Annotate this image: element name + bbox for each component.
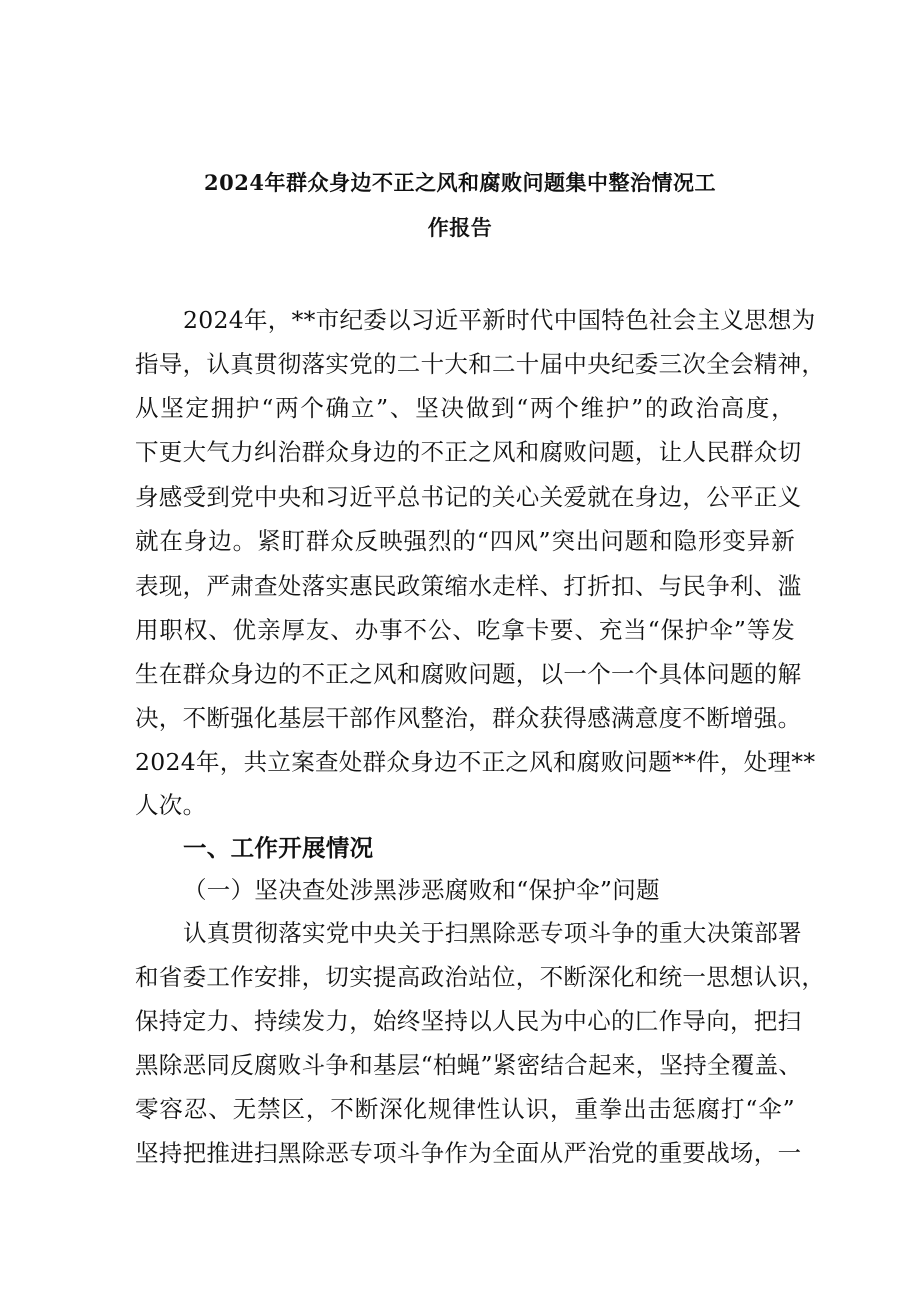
paragraph-line: 身感受到党中央和习近平总书记的关心关爱就在身边，公平正义 [135, 483, 802, 511]
paragraph-line: 从坚定拥护“两个确立”、坚决做到“两个维护”的政治高度， [135, 394, 795, 422]
section-heading: 一、工作开展情况 [183, 834, 374, 862]
paragraph-line: 保持定力、持续发力，始终坚持以人民为中心的匚作导向，把扫 [135, 1007, 802, 1035]
paragraph-line: 生在群众身边的不正之风和腐败问题，以一个一个具体问题的解 [135, 660, 802, 688]
paragraph-line: 2024年，共立案查处群众身边不正之风和腐败问题**件，处理** [135, 748, 816, 776]
document-title-line-2: 作报告 [427, 215, 493, 240]
paragraph-line: 指导，认真贯彻落实党的二十大和二十届中央纪委三次全会精神， [135, 350, 826, 378]
paragraph-line: 决，不断强化基层干部作风整治，群众获得感满意度不断增强。 [135, 704, 802, 732]
document-title-line-1: 2024年群众身边不正之风和腐败问题集中整治情况工 [204, 170, 716, 195]
paragraph-line: 人次。 [135, 791, 207, 819]
subsection-heading: （一）坚决查处涉黑涉恶腐败和“保护伞”问题 [183, 876, 660, 904]
paragraph-line: 认真贯彻落实党中央关于扫黑除恶专项斗争的重大决策部署 [183, 919, 802, 947]
paragraph-line: 黑除恶同反腐败斗争和基层“柏蝇”紧密结合起来，坚持全覆盖、 [135, 1051, 803, 1079]
paragraph-line: 零容忍、无禁区，不断深化规律性认识，重拳出击惩腐打“伞” [135, 1095, 795, 1123]
paragraph-line: 下更大气力纠治群众身边的不正之风和腐败问题，让人民群众切 [135, 438, 802, 466]
paragraph-line: 就在身边。紧盯群众反映强烈的“四风”突出问题和隐形变异新 [135, 527, 795, 555]
paragraph-line: 表现，严肃查处落实惠民政策缩水走样、打折扣、与民争利、滥 [135, 572, 802, 600]
paragraph-line: 2024年，**市纪委以习近平新时代中国特色社会主义思想为 [183, 306, 816, 334]
paragraph-line: 和省委工作安排，切实提高政治站位，不断深化和统一思想认识， [135, 963, 826, 991]
paragraph-line: 用职权、优亲厚友、办事不公、吃拿卡要、充当“保护伞”等发 [135, 616, 795, 644]
paragraph-line: 坚持把推进扫黑除恶专项斗争作为全面从严治党的重要战场，一 [135, 1139, 802, 1167]
